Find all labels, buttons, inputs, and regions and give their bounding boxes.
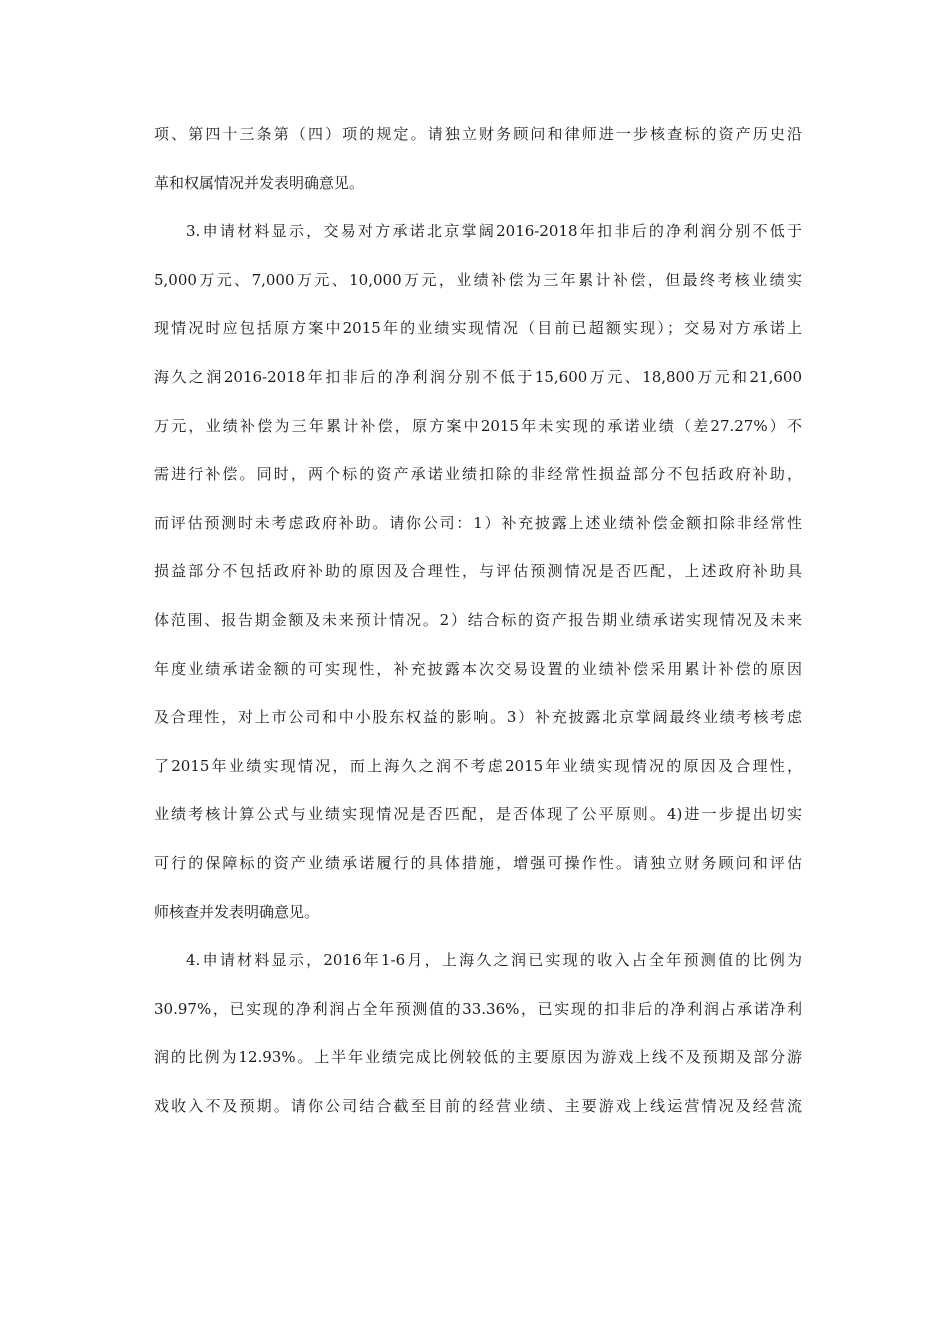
text-line: 业绩考核计算公式与业绩实现情况是否匹配，是否体现了公平原则。4)进一步提出切实: [154, 805, 802, 824]
body-text: [154, 116, 802, 1136]
text-line: 可行的保障标的资产业绩承诺履行的具体措施，增强可操作性。请独立财务顾问和评估: [154, 853, 802, 872]
text-line: 海久之润2016-2018年扣非后的净利润分别不低于15,600万元、18,800万元和21,600: [154, 367, 802, 386]
paragraph-3-first-line: 3.申请材料显示，交易对方承诺北京掌阔2016-2018年扣非后的净利润分别不低于: [186, 222, 802, 241]
text-line: 现情况时应包括原方案中2015年的业绩实现情况（目前已超额实现）；交易对方承诺上: [154, 319, 802, 338]
text-line: 了2015年业绩实现情况，而上海久之润不考虑2015年业绩实现情况的原因及合理性，: [154, 756, 802, 775]
paragraph-4-first-line: 4.申请材料显示，2016年1-6月，上海久之润已实现的收入占全年预测值的比例为: [186, 951, 802, 970]
text-line: 师核查并发表明确意见。: [154, 902, 320, 921]
text-line: 润的比例为12.93%。上半年业绩完成比例较低的主要原因为游戏上线不及预期及部分游: [154, 1048, 802, 1067]
text-line: 万元，业绩补偿为三年累计补偿，原方案中2015年未实现的承诺业绩（差27.27%）不: [154, 416, 802, 435]
text-line: 革和权属情况并发表明确意见。: [154, 173, 365, 192]
text-line: 需进行补偿。同时，两个标的资产承诺业绩扣除的非经常性损益部分不包括政府补助，: [154, 465, 802, 484]
text-line: 体范围、报告期金额及未来预计情况。2）结合标的资产报告期业绩承诺实现情况及未来: [154, 610, 802, 629]
text-line: 而评估预测时未考虑政府补助。请你公司：1）补充披露上述业绩补偿金额扣除非经常性: [154, 513, 802, 532]
text-line: 30.97%，已实现的净利润占全年预测值的33.36%，已实现的扣非后的净利润占承诺净利: [154, 999, 802, 1018]
text-line: 及合理性，对上市公司和中小股东权益的影响。3）补充披露北京掌阔最终业绩考核考虑: [154, 708, 802, 727]
text-line: 项、第四十三条第（四）项的规定。请独立财务顾问和律师进一步核查标的资产历史沿: [154, 125, 802, 143]
text-line: 年度业绩承诺金额的可实现性，补充披露本次交易设置的业绩补偿采用累计补偿的原因: [154, 659, 802, 678]
text-line: 5,000万元、7,000万元、10,000万元，业绩补偿为三年累计补偿，但最终考核业绩实: [154, 270, 802, 289]
text-line: 损益部分不包括政府补助的原因及合理性，与评估预测情况是否匹配，上述政府补助具: [154, 562, 802, 581]
text-line: 戏收入不及预期。请你公司结合截至目前的经营业绩、主要游戏上线运营情况及经营流: [154, 1096, 802, 1115]
